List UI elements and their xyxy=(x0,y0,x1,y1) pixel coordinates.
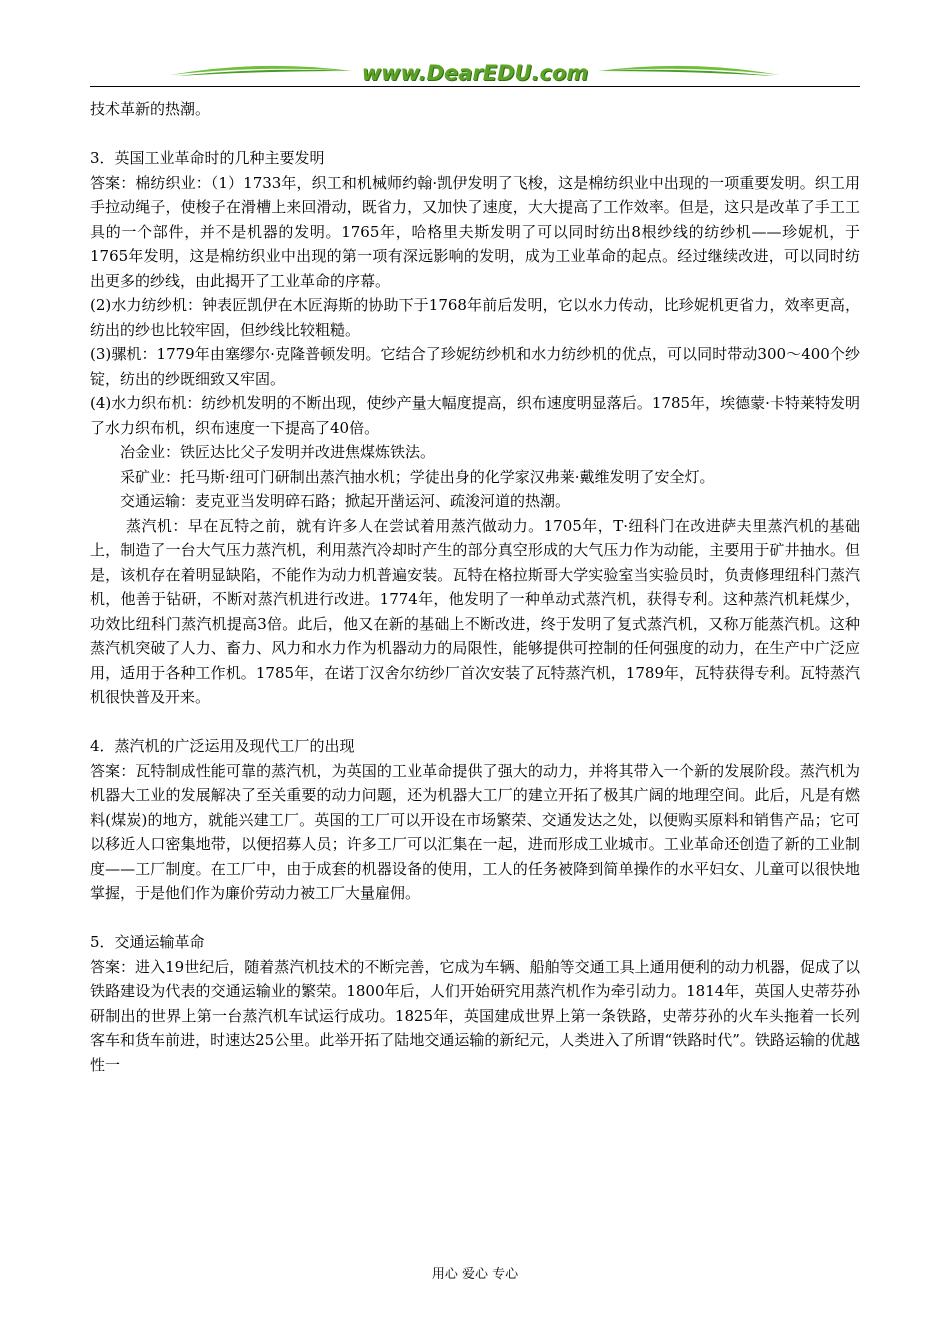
site-logo: www.DearEDU.com xyxy=(361,61,589,85)
section-3-answer-7: 交通运输：麦克亚当发明碎石路；掀起开凿运河、疏浚河道的热潮。 xyxy=(120,492,571,510)
section-3-answer-6: 采矿业：托马斯·纽可门研制出蒸汽抽水机；学徒出身的化学家汉弗莱·戴维发明了安全灯。 xyxy=(120,467,715,486)
section-3-answer-4: (4)水力织布机：纺纱机发明的不断出现，使纱产量大幅度提高，织布速度明显落后。1785年，埃德蒙·卡特莱特发明了水力织布机，织布速度一下提高了40倍。 xyxy=(90,394,860,437)
section-3-title: 3．英国工业革命时的几种主要发明 xyxy=(90,149,325,167)
section-3-answer-2: (2)水力纺纱机：钟表匠凯伊在木匠海斯的协助下于1768年前后发明，它以水力传动，比珍妮机更省力，效率更高，纺出的纱也比较牢固，但纱线比较粗糙。 xyxy=(90,296,860,339)
page-footer: 用心 爱心 专心 xyxy=(431,1267,519,1282)
section-5-title: 5．交通运输革命 xyxy=(90,933,205,951)
header-rule xyxy=(90,86,860,87)
section-3-answer-8: 蒸汽机：早在瓦特之前，就有许多人在尝试着用蒸汽做动力。1705年，T·纽科门在改进萨夫里蒸汽机的基础上，制造了一台大气压力蒸汽机，利用蒸汽冷却时产生的部分真空形成的大气压力作为动能，主要用于矿井抽水。但是，该机存在着明显缺陷，不能作为动力机普遍安装。瓦特在格拉斯哥大学实验室当实验员时，负责修理纽科门蒸汽机，他善于钻研，不断对蒸汽机进行改进。1774年，他发明了一种单动式蒸汽机，获得专利。这种蒸汽机耗煤少，功效比纽科门蒸汽机提高3倍。此后，他又在新的基础上不断改进，终于发明了复式蒸汽机，又称万能蒸汽机。这种蒸汽机突破了人力、畜力、风力和水力作为机器动力的局限性，能够提供可控制的任何强度的动力，在生产中广泛应用，适用于各种工作机。1785年，在诺丁汉舍尔纺纱厂首次安装了瓦特蒸汽机，1789年，瓦特获得专利。瓦特蒸汽机很快普及开来。 xyxy=(90,516,860,706)
document-body xyxy=(90,97,860,1077)
section-3-answer-3: (3)骡机：1779年由塞缪尔·克隆普顿发明。它结合了珍妮纺纱机和水力纺纱机的优点，可以同时带动300～400个纱锭，纺出的纱既细致又牢固。 xyxy=(90,345,860,388)
section-4-answer: 答案：瓦特制成性能可靠的蒸汽机，为英国的工业革命提供了强大的动力，并将其带入一个新的发展阶段。蒸汽机为机器大工业的发展解决了至关重要的动力问题，还为机器大工厂的建立开拓了极其广阔的地理空间。此后，凡是有燃料(煤炭)的地方，就能兴建工厂。英国的工厂可以开设在市场繁荣、交通发达之处，以便购买原料和销售产品；它可以移近人口密集地带，以便招募人员；许多工厂可以汇集在一起，进而形成工业城市。工业革命还创造了新的工业制度——工厂制度。在工厂中，由于成套的机器设备的使用，工人的任务被降到简单操作的水平妇女、儿童可以很快地掌握，于是他们作为廉价劳动力被工厂大量雇佣。 xyxy=(90,761,860,902)
section-4-title: 4．蒸汽机的广泛运用及现代工厂的出现 xyxy=(90,737,355,755)
paragraph-intro: 技术革新的热潮。 xyxy=(90,100,211,118)
section-5-answer: 答案：进入19世纪后，随着蒸汽机技术的不断完善，它成为车辆、船舶等交通工具上通用便利的动力机器，促成了以铁路建设为代表的交通运输业的繁荣。1800年后，人们开始研究用蒸汽机作为牵引动力。1814年，英国人史蒂芬孙研制出的世界上第一台蒸汽机车试运行成功。1825年，英国建成世界上第一条铁路，史蒂芬孙的火车头拖着一长列客车和货车前进，时速达25公里。此举开拓了陆地交通运输的新纪元，人类进入了所谓“铁路时代”。铁路运输的优越性一 xyxy=(90,957,860,1074)
section-3-answer-5: 冶金业：铁匠达比父子发明并改进焦煤炼铁法。 xyxy=(120,443,436,461)
section-3-answer-1: 答案：棉纺织业：（1）1733年，织工和机械师约翰·凯伊发明了飞梭，这是棉纺织业中出现的一项重要发明。织工用手拉动绳子，使梭子在滑槽上来回滑动，既省力，又加快了速度，大大提高了工作效率。但是，这只是改革了手工工具的一个部件，并不是机器的发明。1765年，哈格里夫斯发明了可以同时纺出8根纱线的纺纱机——珍妮机，于1765年发明，这是棉纺织业中出现的第一项有深远影响的发明，成为工业革命的起点。经过继续改进，可以同时纺出更多的纱线，由此揭开了工业革命的序幕。 xyxy=(90,173,860,290)
